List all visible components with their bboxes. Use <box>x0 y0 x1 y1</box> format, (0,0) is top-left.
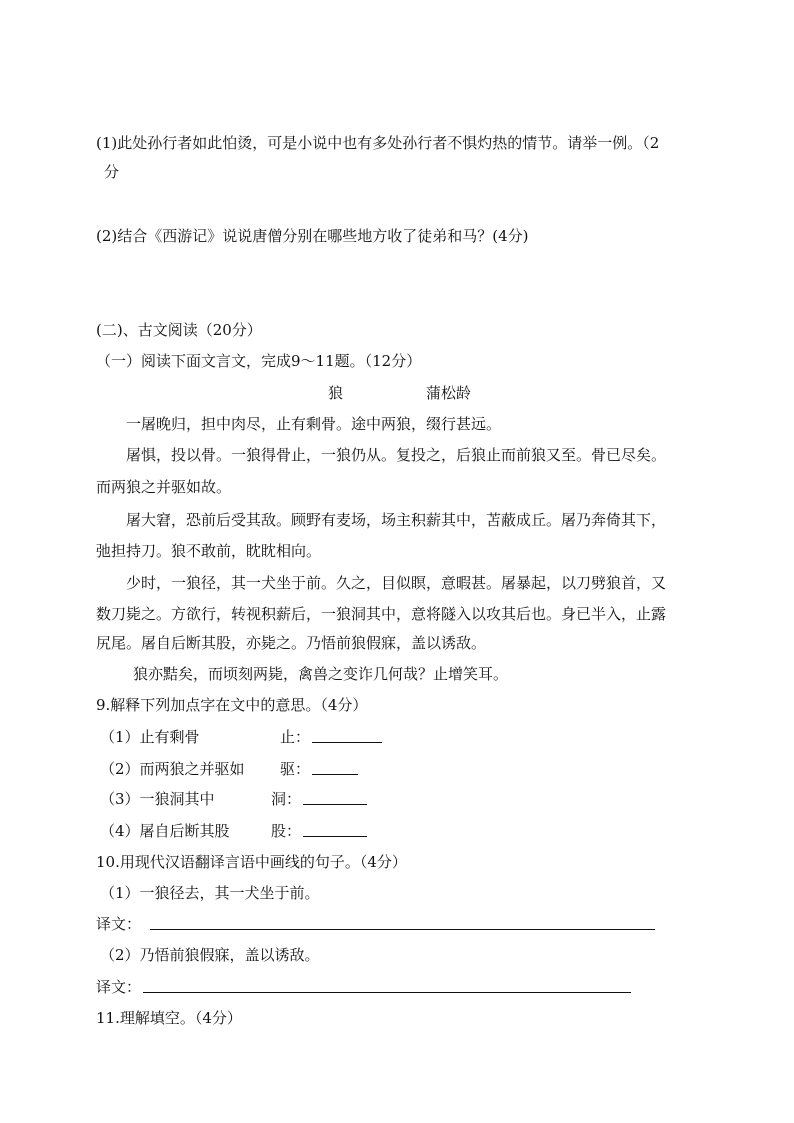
passage-line: 一屠晚归，担中肉尽，止有剩骨。途中两狼，缀行甚远。 <box>126 415 502 433</box>
question-1-line-2: 分 <box>104 163 120 181</box>
translation-label: 译文： <box>96 915 142 933</box>
question-2: (2)结合《西游记》说说唐僧分别在哪些地方收了徒弟和马？(4分) <box>96 227 529 245</box>
question-9-item-word: 驱： <box>280 760 311 778</box>
question-9-item-phrase: （3）一狼洞其中 <box>100 790 215 808</box>
answer-blank[interactable] <box>312 727 382 748</box>
question-9-title: 9.解释下列加点字在文中的意思。（4分） <box>96 696 368 714</box>
question-9-item-phrase: （4）屠自后断其股 <box>100 822 230 840</box>
section-subheading: （一）阅读下面文言文，完成9～11题。（12分） <box>96 352 422 370</box>
passage-line: 而两狼之并驱如故。 <box>96 478 232 496</box>
passage-author: 蒲松龄 <box>426 384 472 402</box>
question-9-item-word: 止： <box>280 728 311 746</box>
passage-line: 狼亦黠矣，而顷刻两毙，禽兽之变诈几何哉？止增笑耳。 <box>133 665 509 683</box>
section-heading: (二)、古文阅读（20分） <box>96 321 262 339</box>
question-9-item-phrase: （2）而两狼之并驱如 <box>100 760 245 778</box>
question-11-title: 11.理解填空。（4分） <box>96 1009 242 1027</box>
translation-blank[interactable] <box>143 977 631 998</box>
question-10-item-2: （2）乃悟前狼假寐，盖以诱敌。 <box>100 946 320 964</box>
passage-line: 少时，一狼径，其一犬坐于前。久之，目似瞑，意暇甚。屠暴起，以刀劈狼首，又 <box>126 574 667 592</box>
translation-label: 译文： <box>96 978 142 996</box>
passage-line: 屠惧，投以骨。一狼得骨止，一狼仍从。复投之，后狼止而前狼又至。骨已尽矣。 <box>126 446 667 464</box>
question-1-line-1: (1)此处孙行者如此怕烫，可是小说中也有多处孙行者不惧灼热的情节。请举一例。（2 <box>96 134 660 152</box>
question-10-title: 10.用现代汉语翻译言语中画线的句子。（4分） <box>96 853 407 871</box>
question-9-item-phrase: （1）止有剩骨 <box>100 728 200 746</box>
answer-blank[interactable] <box>303 789 367 810</box>
question-9-item-word: 股： <box>271 822 302 840</box>
passage-line: 数刀毙之。方欲行，转视积薪后，一狼洞其中，意将隧入以攻其后也。身已半入，止露 <box>96 605 667 623</box>
question-10-item-1: （1）一狼径去，其一犬坐于前。 <box>100 884 320 902</box>
passage-line: 尻尾。屠自后断其股，亦毙之。乃悟前狼假寐，盖以诱敌。 <box>96 634 487 652</box>
passage-line: 屠大窘，恐前后受其敌。顾野有麦场，场主积薪其中，苫蔽成丘。屠乃奔倚其下， <box>126 511 667 529</box>
question-9-item-word: 洞： <box>271 790 302 808</box>
answer-blank[interactable] <box>303 821 367 842</box>
answer-blank[interactable] <box>312 759 358 780</box>
passage-title: 狼 <box>328 384 344 402</box>
translation-blank[interactable] <box>150 914 655 935</box>
passage-line: 弛担持刀。狼不敢前，眈眈相向。 <box>96 542 322 560</box>
